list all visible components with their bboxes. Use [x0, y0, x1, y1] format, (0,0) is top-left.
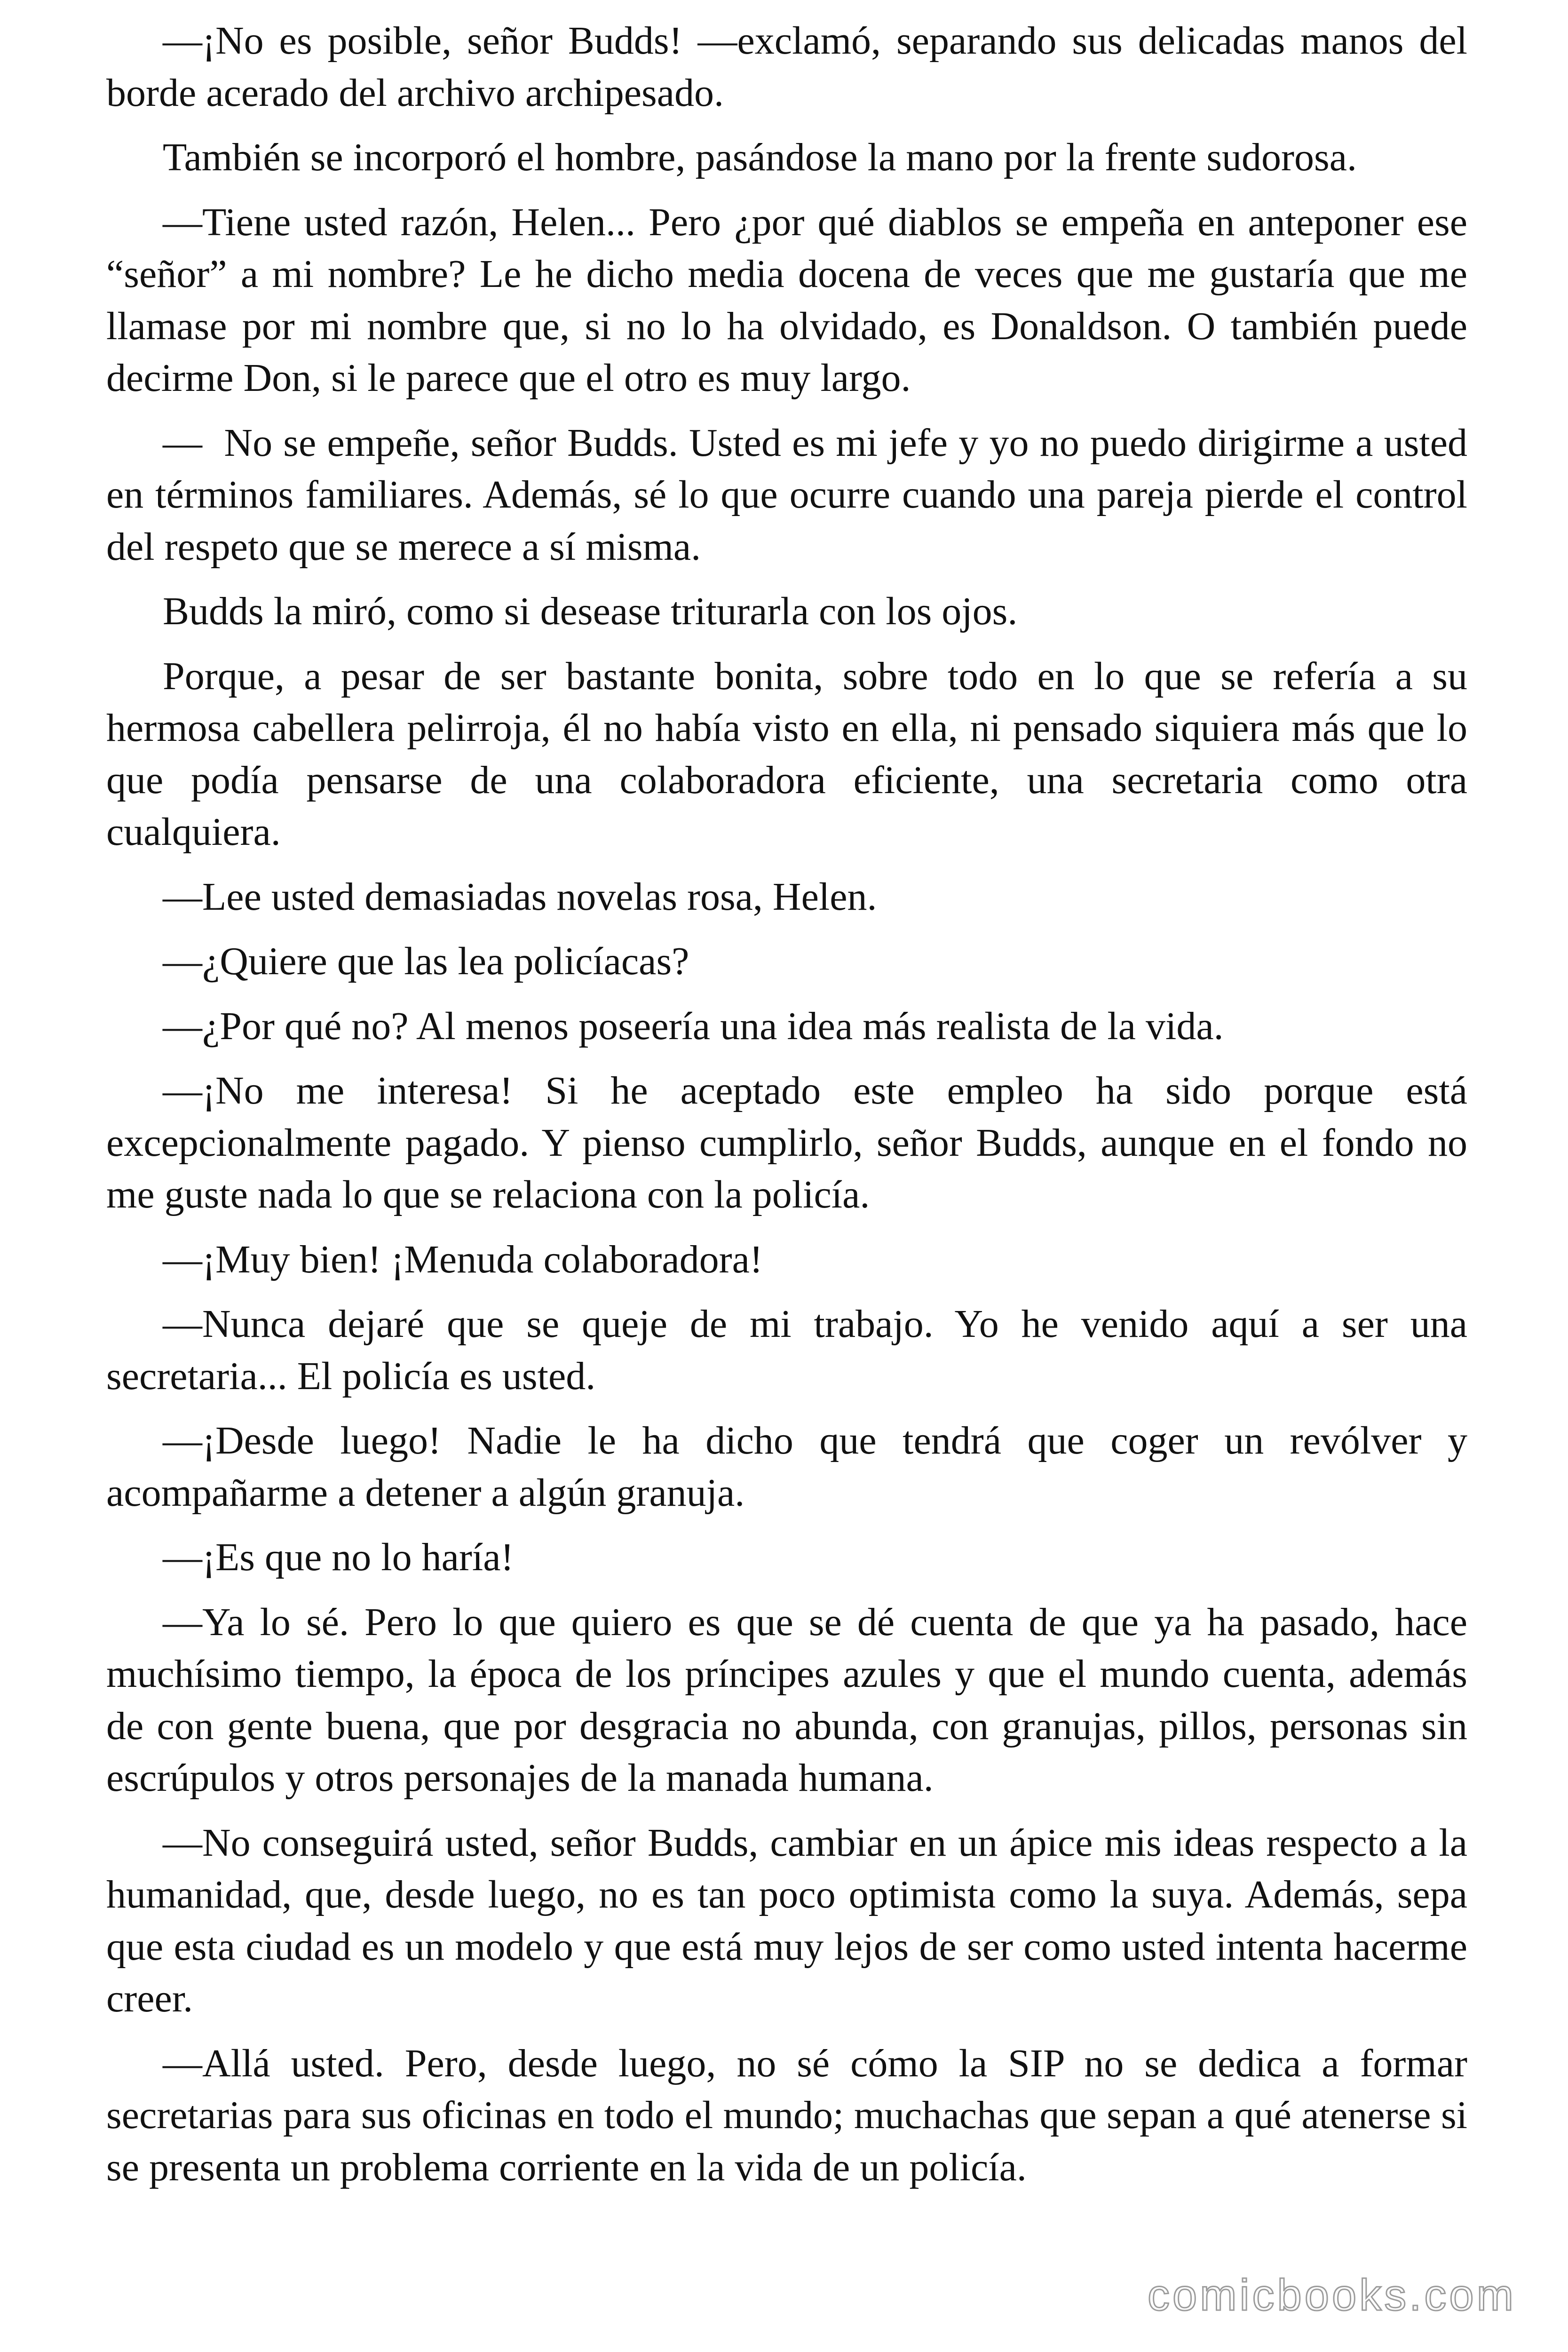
paragraph-12: —Nunca dejaré que se queje de mi trabajo. Yo he venido aquí a ser una secretaria... El policía es usted. — [106, 1302, 1467, 1398]
paragraph-14: —¡Es que no lo haría! — [163, 1535, 514, 1579]
paragraph-3: —Tiene usted razón, Helen... Pero ¿por qué diablos se empeña en anteponer ese “señor” a mi nombre? Le he dicho media docena de veces que me gustaría que me llamase por mi nombre que, si no lo ha olvidado, es Donaldson. O también puede decirme Don, si le parece que el otro es muy largo. — [106, 200, 1467, 400]
paragraph-17: —Allá usted. Pero, desde luego, no sé cómo la SIP no se dedica a formar secretarias para sus oficinas en todo el mundo; muchachas que sepan a qué atenerse si se presenta un problema corriente en la vida de un policía. — [106, 2041, 1467, 2189]
paragraph-1: —¡No es posible, señor Budds! —exclamó, separando sus delicadas manos del borde acerado del archivo archipesado. — [106, 19, 1467, 115]
paragraph-7: —Lee usted demasiadas novelas rosa, Helen. — [163, 874, 877, 919]
paragraph-16: —No conseguirá usted, señor Budds, cambiar en un ápice mis ideas respecto a la humanidad, que, desde luego, no es tan poco optimista como la suya. Además, sepa que esta ciudad es un modelo y que está muy lejos de ser como usted intenta hacerme creer. — [106, 1820, 1467, 2020]
paragraph-15: —Ya lo sé. Pero lo que quiero es que se dé cuenta de que ya ha pasado, hace muchísimo tiempo, la época de los príncipes azules y que el mundo cuenta, además de con gente buena, que por desgracia no abunda, con granujas, pillos, personas sin escrúpulos y otros personajes de la manada humana. — [106, 1600, 1467, 1800]
paragraph-4: — No se empeñe, señor Budds. Usted es mi jefe y yo no puedo dirigirme a usted en términos familiares. Además, sé lo que ocurre cuando una pareja pierde el control del respeto que se merece a sí misma. — [106, 421, 1477, 569]
paragraph-10: —¡No me interesa! Si he aceptado este empleo ha sido porque está excepcionalmente pagado. Y pienso cumplirlo, señor Budds, aunque en el fondo no me guste nada lo que se relaciona con la policía. — [106, 1069, 1467, 1216]
paragraph-8: —¿Quiere que las lea policíacas? — [163, 939, 689, 983]
body-text — [106, 15, 1477, 2193]
watermark-logo: comicbooks.com — [1148, 2270, 1516, 2320]
paragraph-13: —¡Desde luego! Nadie le ha dicho que tendrá que coger un revólver y acompañarme a detener a algún granuja. — [106, 1419, 1467, 1515]
paragraph-9: —¿Por qué no? Al menos poseería una idea más realista de la vida. — [163, 1004, 1224, 1048]
paragraph-5: Budds la miró, como si desease triturarla con los ojos. — [163, 589, 1018, 633]
paragraph-2: También se incorporó el hombre, pasándose la mano por la frente sudorosa. — [163, 135, 1357, 179]
paragraph-11: —¡Muy bien! ¡Menuda colaboradora! — [163, 1237, 763, 1281]
paragraph-6: Porque, a pesar de ser bastante bonita, sobre todo en lo que se refería a su hermosa cabellera pelirroja, él no había visto en ella, ni pensado siquiera más que lo que podía pensarse de una colaboradora eficiente, una secretaria como otra cualquiera. — [106, 654, 1467, 854]
